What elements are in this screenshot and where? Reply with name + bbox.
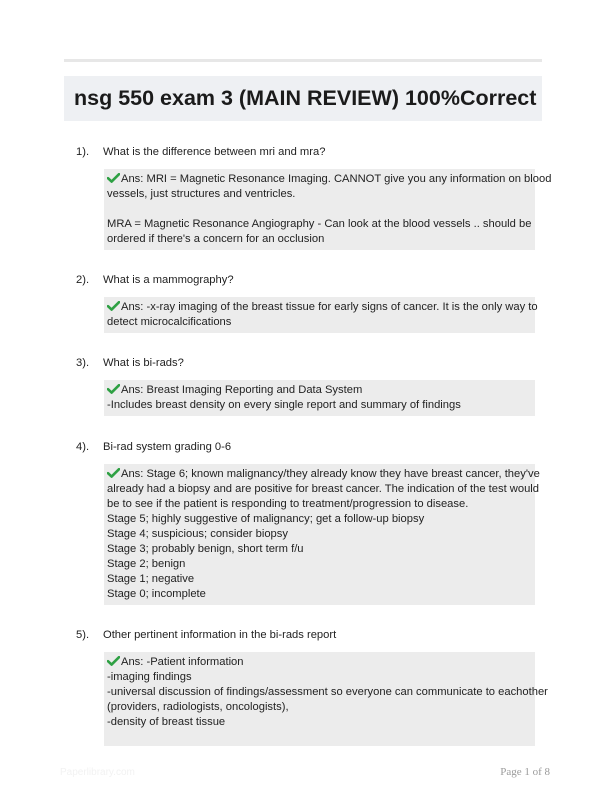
answer-line: Stage 2; benign: [107, 558, 186, 570]
answer-line: Stage 5; highly suggestive of malignancy; get a follow-up biopsy: [107, 513, 425, 525]
check-icon: [107, 656, 120, 666]
question-number: 1).: [76, 146, 90, 158]
question-text: Bi-rad system grading 0-6: [103, 441, 232, 453]
answer-box: [104, 380, 535, 416]
check-icon: [107, 384, 120, 394]
answer-box: [104, 464, 540, 605]
check-icon: [107, 468, 120, 478]
answer-line: -density of breast tissue: [107, 716, 226, 728]
answer-box: [104, 169, 552, 250]
question-number: 3).: [76, 357, 90, 369]
answer-line: Ans: MRI = Magnetic Resonance Imaging. CANNOT give you any information on blood: [121, 173, 552, 185]
answer-line: -imaging findings: [107, 671, 192, 683]
question-text: Other pertinent information in the bi-rads report: [103, 629, 337, 641]
answer-line: Stage 3; probably benign, short term f/u: [107, 543, 304, 555]
answer-line: (providers, radiologists, oncologists),: [107, 701, 289, 713]
answer-line: Stage 4; suspicious; consider biopsy: [107, 528, 288, 540]
answer-box: [104, 652, 548, 746]
question-number: 5).: [76, 629, 90, 641]
question-number: 4).: [76, 441, 90, 453]
answer-line: Ans: -Patient information: [121, 656, 244, 668]
answer-line: vessels, just structures and ventricles.: [107, 188, 296, 200]
answer-line: Ans: Breast Imaging Reporting and Data System: [121, 384, 363, 396]
question-text: What is bi-rads?: [103, 357, 184, 369]
answer-line: be to see if the patient is responding to treatment/progression to disease.: [107, 498, 469, 510]
answer-line: -universal discussion of findings/assessment so everyone can communicate to eachother: [107, 686, 548, 698]
question-text: What is the difference between mri and mra?: [103, 146, 326, 158]
page-title: nsg 550 exam 3 (MAIN REVIEW) 100%Correct: [74, 86, 537, 110]
answer-line: Stage 1; negative: [107, 573, 195, 585]
answer-line: ordered if there's a concern for an occlusion: [107, 233, 325, 245]
answer-gap: [107, 202, 531, 217]
check-icon: [107, 301, 120, 311]
answer-line: already had a biopsy and are positive for breast cancer. The indication of the test would: [107, 483, 540, 495]
answer-line: -Includes breast density on every single report and summary of findings: [107, 399, 461, 411]
answer-line: Stage 0; incomplete: [107, 588, 206, 600]
question-number: 2).: [76, 274, 90, 286]
answer-line: Ans: Stage 6; known malignancy/they already know they have breast cancer, they've: [121, 468, 540, 480]
question-text: What is a mammography?: [103, 274, 234, 286]
answer-box: [104, 297, 538, 333]
page-number: Page 1 of 8: [500, 766, 550, 778]
answer-line: MRA = Magnetic Resonance Angiography - Can look at the blood vessels .. should be: [107, 218, 532, 230]
answer-line: detect microcalcifications: [107, 316, 232, 328]
answer-line: Ans: -x-ray imaging of the breast tissue for early signs of cancer. It is the only way to: [121, 301, 538, 313]
top-divider: [64, 59, 542, 62]
title-bar: [64, 76, 542, 121]
check-icon: [107, 173, 120, 183]
footer-watermark: Paperlibrary.com: [60, 767, 135, 778]
